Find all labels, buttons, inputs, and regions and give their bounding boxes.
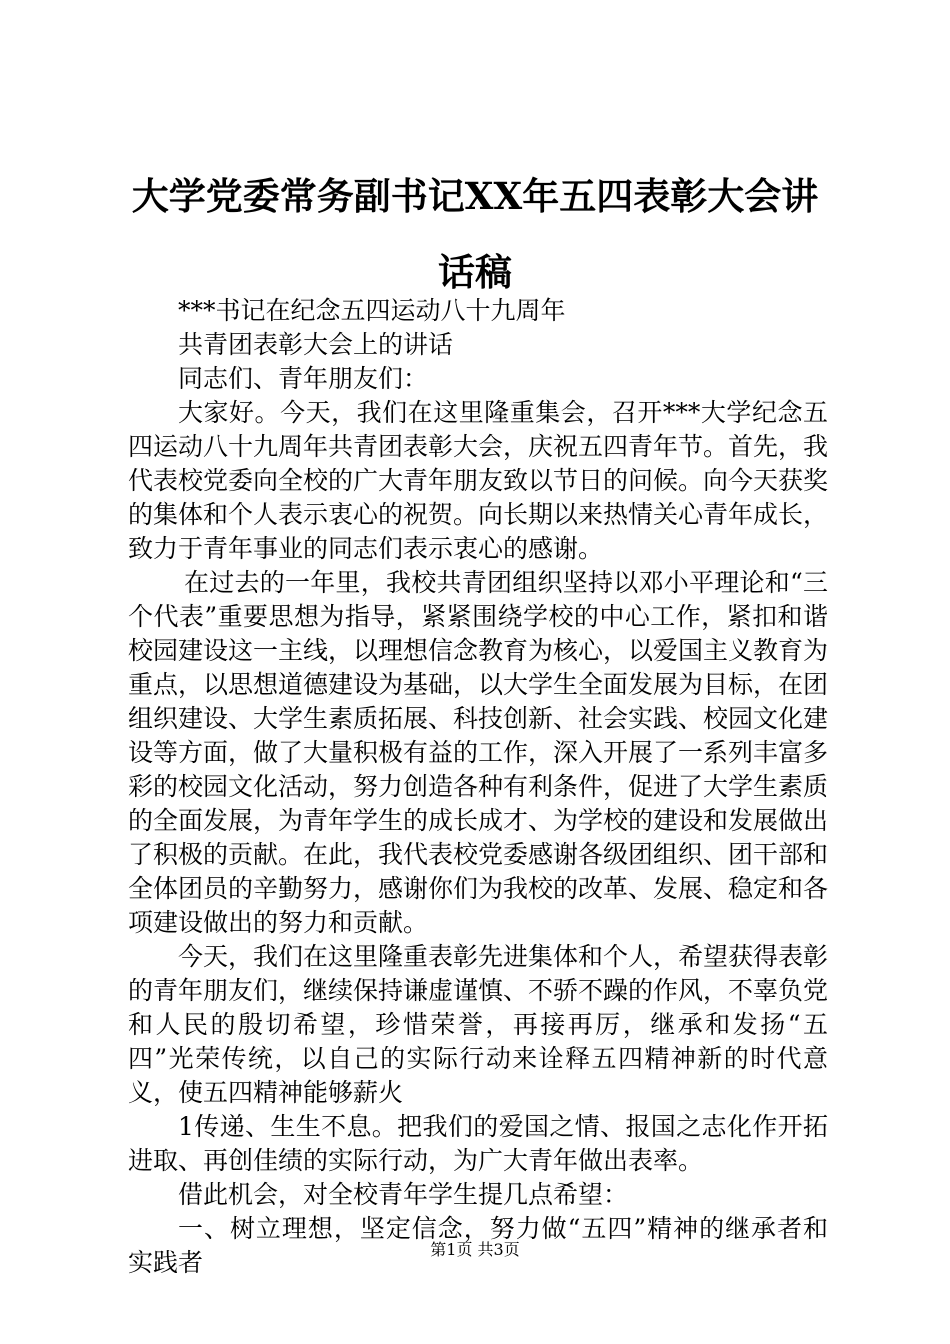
document-body (128, 294, 828, 1280)
paragraph-hopes-intro: 借此机会，对全校青年学生提几点希望： (178, 1180, 629, 1209)
paragraph-speech-heading-2: 共青团表彰大会上的讲话 (178, 330, 454, 359)
paragraph-commendation: 今天，我们在这里隆重表彰先进集体和个人，希望获得表彰的青年朋友们，继续保持谦虚谨慎、不骄不躁的作风，不辜负党和人民的殷切希望，珍惜荣誉，再接再厉，继承和发扬“五四”光荣传统，以自己的实际行动来诠释五四精神新的时代意义，使五四精神能够薪火 (128, 942, 829, 1107)
paragraph-past-year: 在过去的一年里，我校共青团组织坚持以邓小平理论和“三个代表”重要思想为指导，紧紧围绕学校的中心工作，紧扣和谐校园建设这一主线，以理想信念教育为核心，以爱国主义教育为重点，以思想道德建设为基础，以大学生全面发展为目标，在团组织建设、大学生素质拓展、科技创新、社会实践、校园文化建设等方面，做了大量积极有益的工作，深入开展了一系列丰富多彩的校园文化活动，努力创造各种有利条件，促进了大学生素质的全面发展，为青年学生的成长成才、为学校的建设和发展做出了积极的贡献。在此，我代表校党委感谢各级团组织、团干部和全体团员的辛勤努力，感谢你们为我校的改革、发展、稳定和各项建设做出的努力和贡献。 (128, 568, 829, 937)
document-title: 大学党委常务副书记XX年五四表彰大会讲话稿 (131, 174, 819, 294)
paragraph-hope-one: 一、树立理想，坚定信念，努力做“五四”精神的继承者和实践者 (128, 1214, 828, 1277)
paragraph-opening: 大家好。今天，我们在这里隆重集会，召开***大学纪念五四运动八十九周年共青团表彰大会，庆祝五四青年节。首先，我代表校党委向全校的广大青年朋友致以节日的问候。向今天获奖的集体和个人表示衷心的祝贺。向长期以来热情关心青年成长，致力于青年事业的同志们表示衷心的感谢。 (128, 398, 829, 563)
page-footer: 第1页 共3页 (430, 1240, 520, 1259)
paragraph-speech-heading-1: ***书记在纪念五四运动八十九周年 (178, 296, 566, 325)
paragraph-salutation: 同志们、青年朋友们： (178, 364, 429, 393)
paragraph-continuation: 1传递、生生不息。把我们的爱国之情、报国之志化作开拓进取、再创佳绩的实际行动，为广大青年做出表率。 (128, 1112, 828, 1175)
